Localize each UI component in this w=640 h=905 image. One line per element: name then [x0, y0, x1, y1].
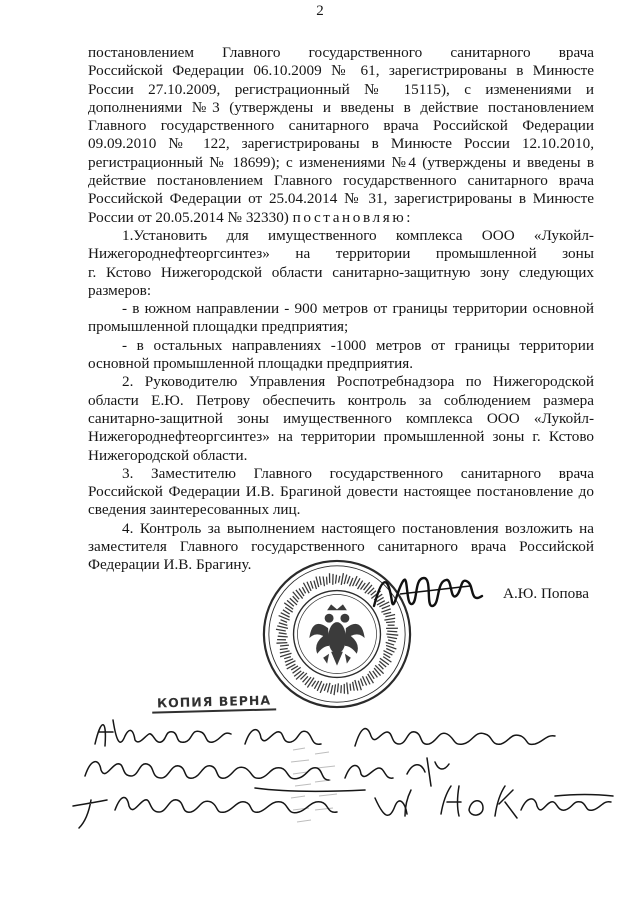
paragraph-line: основной промышленной площадки предприятия. [88, 355, 414, 373]
intro-line [88, 209, 594, 227]
paragraph-line: Нижегороднефтеоргсинтез» на территории промышленной зоны [88, 245, 594, 263]
seal-lettering-mark [331, 685, 333, 694]
paragraph-line: Федерации И.В. Брагину. [88, 556, 252, 574]
seal-lettering-mark [386, 622, 395, 623]
seal-lettering-mark [278, 636, 288, 637]
intro-line: Российской Федерации 06.10.2009 № 61, зарегистрированы в Минюсте [88, 62, 594, 80]
seal-lettering-mark [307, 678, 314, 688]
seal-lettering-mark [341, 573, 343, 585]
paragraph-line: 1.Установить для имущественного комплекса ООО «Лукойл- [122, 226, 594, 244]
paragraph-line: 4. Контроль за выполнением настоящего постановления возложить на [122, 519, 594, 537]
seal-lettering-mark [279, 623, 287, 626]
paragraph-line: - в остальных направлениях -1000 метров от границы территории [122, 336, 594, 354]
seal-lettering-mark [355, 680, 358, 691]
seal-lettering-mark [276, 629, 286, 631]
paragraph-1 [88, 227, 594, 300]
page-number: 2 [316, 3, 324, 19]
seal-lettering-mark [387, 637, 397, 639]
seal-lettering-mark [387, 631, 397, 632]
seal-lettering-mark [347, 576, 350, 584]
paragraph-line: Нижегородской области. [88, 446, 248, 464]
paragraph-line: 2. Руководителю Управления Роспотребнадзора по Нижегородской [122, 373, 594, 391]
paragraph-line: г. Кстово Нижегородской области санитарно-защитную зону следующих [88, 263, 594, 281]
seal-lettering-mark [338, 576, 339, 583]
paragraph-1-south [88, 300, 594, 337]
seal-lettering-mark [384, 618, 395, 620]
paragraph-line: 3. Заместителю Главного государственного санитарного врача [122, 464, 594, 482]
document-body [88, 44, 594, 575]
seal-lettering-mark [336, 575, 337, 584]
seal-lettering-mark [320, 576, 322, 585]
seal-lettering-mark [386, 642, 394, 645]
paragraph-line: области Е.Ю. Петрову обеспечить контроль за соблюдением размера [88, 391, 594, 409]
seal-lettering-mark [280, 645, 289, 646]
paragraph-line: заместителя Главного государственного санитарного врача Российской [88, 538, 594, 556]
decree-word: постановляю: [292, 208, 414, 226]
paragraph-line: размеров: [88, 281, 152, 299]
seal-lettering-mark [281, 620, 288, 623]
intro-line: Главного государственного санитарного врача Российской Федерации [88, 117, 594, 135]
intro-line: России 27.10.2009, регистрационный № 15115), с изменениями и [88, 80, 594, 98]
seal-lettering-mark [386, 649, 394, 653]
intro-line: Российской Федерации от 25.04.2014 № 31, зарегистрированы в Минюсте [88, 190, 594, 208]
seal-lettering-mark [347, 682, 348, 694]
seal-lettering-mark [280, 651, 290, 653]
intro-line: действие постановлением Главного государственного санитарного врача [88, 172, 594, 190]
seal-lettering-mark [296, 672, 304, 679]
seal-lettering-mark [334, 684, 335, 695]
seal-lettering-mark [344, 575, 347, 585]
seal-lettering-mark [323, 576, 324, 586]
seal-lettering-mark [280, 653, 291, 656]
seal-lettering-mark [379, 664, 384, 669]
paragraph-line: - в южном направлении - 900 метров от границы территории основной [122, 300, 594, 318]
copy-stamp: КОПИЯ ВЕРНА [152, 692, 277, 713]
paragraph-line: Российской Федерации И.В. Брагиной довести настоящее постановление до [88, 483, 594, 501]
seal-lettering-mark [310, 581, 313, 589]
intro-paragraph [88, 44, 594, 227]
seal-lettering-mark [327, 683, 330, 693]
seal-lettering-mark [350, 684, 351, 691]
seal-lettering-mark [386, 634, 398, 635]
seal-lettering-mark [361, 679, 364, 687]
seal-lettering-mark [350, 578, 353, 586]
seal-lettering-mark [284, 657, 291, 659]
signature-icon [370, 566, 485, 616]
seal-lettering-mark [312, 681, 316, 687]
paragraph-1-other [88, 337, 594, 374]
paragraph-line: санитарно-защитной зоны имущественного комплекса ООО «Лукойл- [88, 409, 594, 427]
paragraph-3 [88, 465, 594, 520]
paragraph-line: промышленной площадки предприятия; [88, 318, 349, 336]
seal-lettering-mark [276, 643, 287, 644]
seal-lettering-mark [375, 665, 383, 673]
seal-lettering-mark [324, 683, 327, 691]
seal-lettering-mark [388, 640, 396, 642]
signer-name: А.Ю. Попова [503, 585, 589, 602]
intro-line: регистрационный № 18699); с изменениями №4 (утверждены и введены в [88, 153, 594, 171]
seal-lettering-mark [314, 581, 317, 589]
seal-lettering-mark [277, 626, 288, 628]
handwritten-certification-icon [55, 706, 615, 836]
intro-line: постановлением Главного государственного санитарного врача [88, 44, 594, 61]
paragraph-2 [88, 373, 594, 464]
seal-lettering-mark [358, 681, 361, 690]
seal-lettering-mark [337, 683, 338, 692]
intro-line: дополнениями №3 (утверждены и введены в действие постановлением [88, 98, 594, 116]
seal-lettering-mark [285, 659, 293, 662]
seal-lettering-mark [353, 682, 355, 691]
seal-lettering-mark [302, 587, 305, 593]
seal-lettering-mark [280, 649, 288, 650]
intro-line: 09.09.2010 № 122, зарегистрированы в Минюсте России 12.10.2010, [88, 135, 594, 153]
seal-lettering-mark [316, 577, 319, 588]
seal-lettering-mark [279, 633, 287, 634]
seal-lettering-mark [320, 684, 324, 693]
paragraph-line: сведения заинтересованных лиц. [88, 501, 301, 519]
intro-last-text: России от 20.05.2014 № 32330) [88, 208, 289, 226]
seal-lettering-mark [283, 610, 290, 614]
paragraph-line: Нижегороднефтеоргсинтез» на территории промышленной зоны г. Кстово [88, 428, 594, 446]
